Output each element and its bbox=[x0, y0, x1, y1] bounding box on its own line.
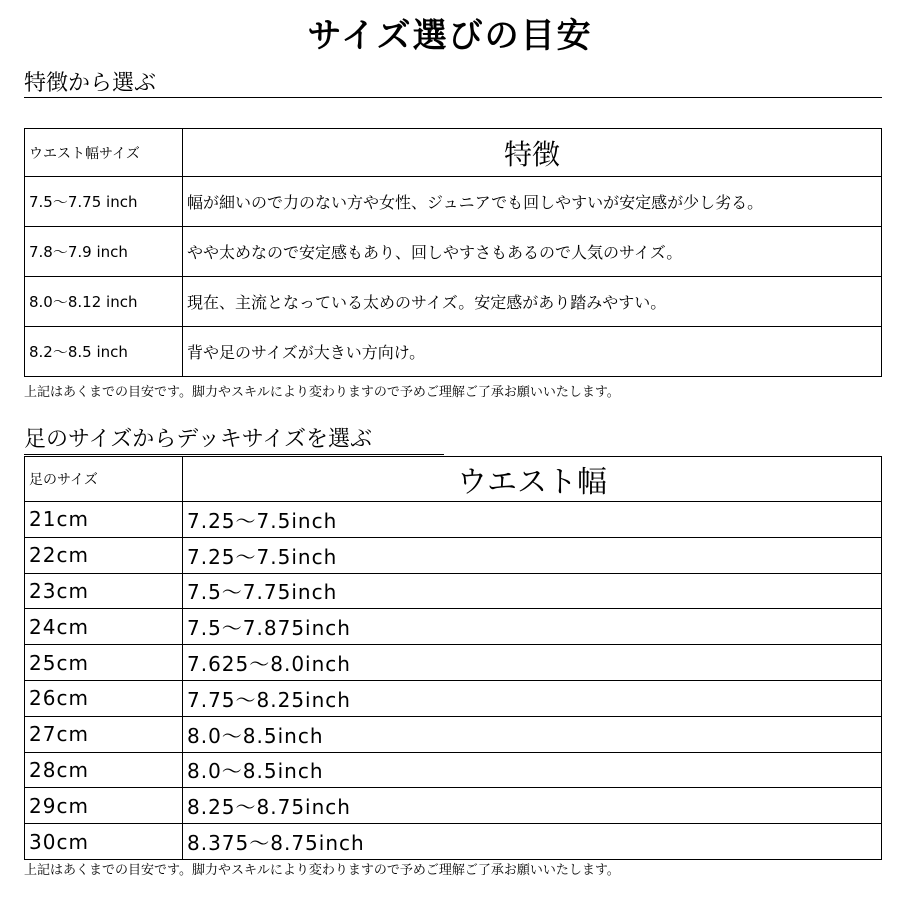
foot-size-cell: 26cm bbox=[25, 680, 183, 716]
waist-width-cell: 8.0〜8.5inch bbox=[183, 752, 882, 788]
table-row bbox=[25, 537, 882, 573]
table-row bbox=[25, 327, 882, 377]
waist-width-cell: 7.25〜7.5inch bbox=[183, 537, 882, 573]
waist-size-cell: 7.8〜7.9 inch bbox=[25, 227, 183, 277]
foot-size-cell: 23cm bbox=[25, 573, 183, 609]
waist-width-cell: 8.0〜8.5inch bbox=[183, 716, 882, 752]
feature-cell: やや太めなので安定感もあり、回しやすさもあるので人気のサイズ。 bbox=[183, 227, 882, 277]
table-row bbox=[25, 277, 882, 327]
waist-size-cell: 7.5〜7.75 inch bbox=[25, 177, 183, 227]
waist-size-cell: 8.0〜8.12 inch bbox=[25, 277, 183, 327]
table-row bbox=[25, 752, 882, 788]
waist-width-cell: 8.375〜8.75inch bbox=[183, 824, 882, 860]
section-heading-foot-size: 足のサイズからデッキサイズを選ぶ bbox=[24, 426, 444, 455]
waist-width-cell: 7.5〜7.75inch bbox=[183, 573, 882, 609]
waist-width-cell: 7.5〜7.875inch bbox=[183, 609, 882, 645]
table-row bbox=[25, 788, 882, 824]
features-table bbox=[24, 128, 882, 377]
page-title: サイズ選びの目安 bbox=[307, 16, 593, 56]
table-row bbox=[25, 645, 882, 681]
foot-size-table-header bbox=[25, 457, 882, 502]
feature-cell: 背や足のサイズが大きい方向け。 bbox=[183, 327, 882, 377]
feature-cell: 幅が細いので力のない方や女性、ジュニアでも回しやすいが安定感が少し劣る。 bbox=[183, 177, 882, 227]
table-row bbox=[25, 680, 882, 716]
foot-size-cell: 25cm bbox=[25, 645, 183, 681]
waist-width-cell: 7.25〜7.5inch bbox=[183, 502, 882, 538]
header-feature: 特徴 bbox=[183, 129, 882, 177]
foot-size-cell: 24cm bbox=[25, 609, 183, 645]
disclaimer-note: 上記はあくまでの目安です。脚力やスキルにより変わりますので予めご理解ご了承お願いいたします。 bbox=[24, 863, 620, 878]
waist-width-cell: 7.625〜8.0inch bbox=[183, 645, 882, 681]
waist-width-cell: 7.75〜8.25inch bbox=[183, 680, 882, 716]
features-table-header bbox=[25, 129, 882, 177]
table-row bbox=[25, 716, 882, 752]
foot-size-cell: 30cm bbox=[25, 824, 183, 860]
table-row bbox=[25, 227, 882, 277]
header-foot-size: 足のサイズ bbox=[25, 457, 183, 502]
foot-size-cell: 29cm bbox=[25, 788, 183, 824]
foot-size-cell: 27cm bbox=[25, 716, 183, 752]
foot-size-cell: 28cm bbox=[25, 752, 183, 788]
table-row bbox=[25, 609, 882, 645]
waist-size-cell: 8.2〜8.5 inch bbox=[25, 327, 183, 377]
foot-size-table bbox=[24, 456, 882, 860]
waist-width-cell: 8.25〜8.75inch bbox=[183, 788, 882, 824]
foot-size-cell: 21cm bbox=[25, 502, 183, 538]
feature-cell: 現在、主流となっている太めのサイズ。安定感があり踏みやすい。 bbox=[183, 277, 882, 327]
table-row bbox=[25, 824, 882, 860]
section-divider bbox=[24, 97, 882, 98]
foot-size-cell: 22cm bbox=[25, 537, 183, 573]
header-waist-size: ウエスト幅サイズ bbox=[25, 129, 183, 177]
table-row bbox=[25, 177, 882, 227]
table-row bbox=[25, 573, 882, 609]
disclaimer-note: 上記はあくまでの目安です。脚力やスキルにより変わりますので予めご理解ご了承お願いいたします。 bbox=[24, 385, 620, 400]
header-waist-width: ウエスト幅 bbox=[183, 457, 882, 502]
section-heading-features: 特徴から選ぶ bbox=[24, 71, 157, 96]
table-row bbox=[25, 502, 882, 538]
